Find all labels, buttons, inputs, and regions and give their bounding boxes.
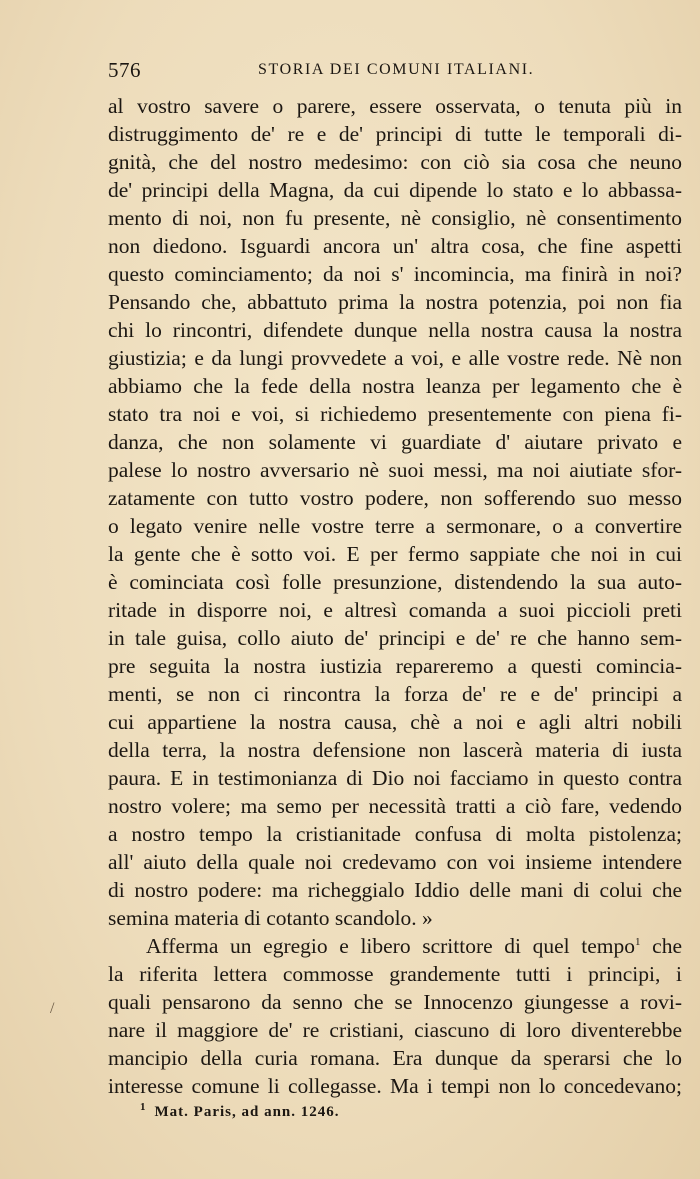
body-text (108, 92, 682, 1100)
text-fragment: che (640, 934, 682, 958)
text-line: Pensando che, abbattuto prima la nostra potenzia, poi non fia (108, 290, 682, 314)
footnote-number: 1 (140, 1101, 147, 1113)
footnote (140, 1101, 340, 1121)
text-line: giustizia; e da lungi provvedete a voi, e alle vostre rede. Nè non (108, 346, 682, 370)
text-line: della terra, la nostra defensione non lascerà materia di iusta (108, 738, 682, 762)
text-line: gnità, che del nostro medesimo: con ciò sia cosa che neuno (108, 150, 682, 174)
text-line: mento di noi, non fu presente, nè consiglio, nè consentimento (108, 206, 682, 230)
text-line: nostro volere; ma semo per necessità tratti a ciò fare, vedendo (108, 794, 682, 818)
text-line: danza, che non solamente vi guardiate d' aiutare privato e (108, 430, 682, 454)
text-line: abbiamo che la fede della nostra leanza per legamento che è (108, 374, 682, 398)
running-title: STORIA DEI COMUNI ITALIANI. (258, 61, 535, 78)
margin-mark: / (50, 1000, 55, 1017)
text-line: paura. E in testimonianza di Dio noi facciamo in questo contra (108, 766, 682, 790)
text-line: distruggimento de' re e de' principi di tutte le temporali di- (108, 122, 682, 146)
text-line: quali pensarono da senno che se Innocenzo giungesse a rovi- (108, 990, 682, 1014)
text-line: all' aiuto della quale noi credevamo con voi insieme intendere (108, 850, 682, 874)
text-line: non diedono. Isguardi ancora un' altra cosa, che fine aspetti (108, 234, 682, 258)
text-line: a nostro tempo la cristianitade confusa di molta pistolenza; (108, 822, 682, 846)
text-line: palese lo nostro avversario nè suoi messi, ma noi aiutiate sfor- (108, 458, 682, 482)
text-line: ritade in disporre noi, e altresì comanda a suoi piccioli preti (108, 598, 682, 622)
text-line: stato tra noi e voi, si richiedemo presentemente con piena fi- (108, 402, 682, 426)
text-line: la gente che è sotto voi. E per fermo sappiate che noi in cui (108, 542, 682, 566)
text-line: de' principi della Magna, da cui dipende lo stato e lo abbassa- (108, 178, 682, 202)
text-line: chi lo rincontri, difendete dunque nella nostra causa la nostra (108, 318, 682, 342)
text-line: o legato venire nelle vostre terre a sermonare, o a convertire (108, 514, 682, 538)
text-line: al vostro savere o parere, essere osservata, o tenuta più in (108, 94, 682, 118)
page-number: 576 (108, 58, 141, 82)
text-fragment: Afferma un egregio e libero scrittore di quel tempo (146, 934, 636, 958)
text-line: pre seguita la nostra iustizia repareremo a questi comincia- (108, 654, 682, 678)
page-header (108, 58, 680, 86)
text-line: è cominciata così folle presunzione, distendendo la sua auto- (108, 570, 682, 594)
text-line: questo cominciamento; da noi s' incomincia, ma finirà in noi? (108, 262, 682, 286)
text-line: la riferita lettera commosse grandemente tutti i principi, i (108, 962, 682, 986)
text-line: mancipio della curia romana. Era dunque da sperarsi che lo (108, 1046, 682, 1070)
text-line: zatamente con tutto vostro podere, non sofferendo suo messo (108, 486, 682, 510)
text-line: nare il maggiore de' re cristiani, ciascuno di loro diventerebbe (108, 1018, 682, 1042)
text-line: menti, se non ci rincontra la forza de' re e de' principi a (108, 682, 682, 706)
paragraph-first-line (108, 932, 682, 960)
text-line: cui appartiene la nostra causa, chè a noi e agli altri nobili (108, 710, 682, 734)
text-line: di nostro podere: ma richeggialo Iddio delle mani di colui che (108, 878, 682, 902)
footnote-reference: 1 (635, 936, 641, 948)
footnote-text: Mat. Paris, ad ann. 1246. (154, 1104, 340, 1120)
text-line: interesse comune li collegasse. Ma i tempi non lo concedevano; (108, 1074, 682, 1098)
text-line: in tale guisa, collo aiuto de' principi e de' re che hanno sem- (108, 626, 682, 650)
text-line: semina materia di cotanto scandolo. » (108, 906, 433, 930)
